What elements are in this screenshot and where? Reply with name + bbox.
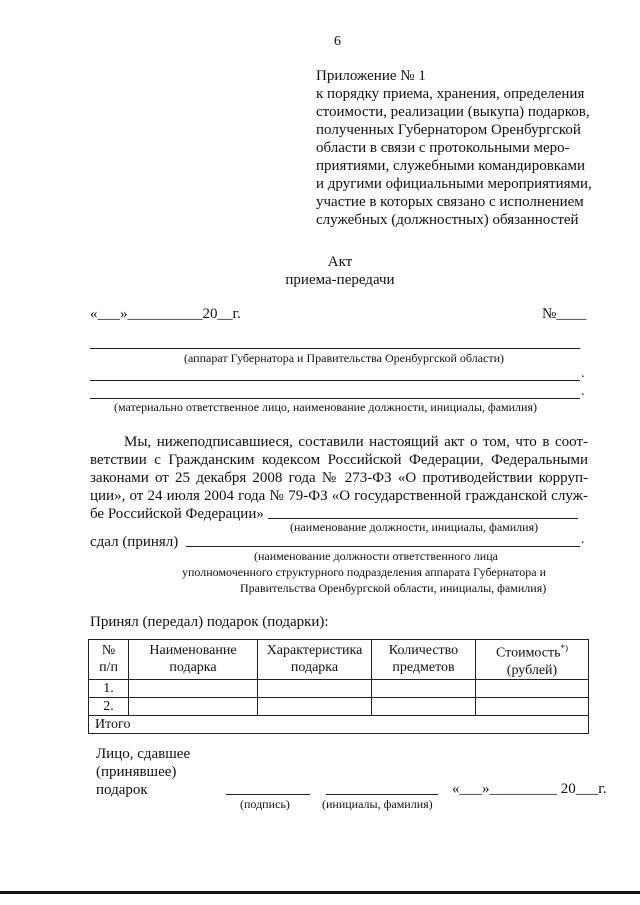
col-header-name: Наименование подарка [129, 640, 258, 680]
appendix-line: участие в которых связано с исполнением [316, 194, 584, 210]
body-line: законами от 25 декабря 2008 года № 273-ФЗ «О противодействии корруп- [90, 470, 588, 486]
row-number: 1. [89, 679, 129, 697]
handed-caption-3: Правительства Оренбургской области, инициалы, фамилия) [240, 581, 547, 595]
appendix-line: полученных Губернатором Оренбургской [316, 122, 581, 138]
footnote-mark: *) [560, 643, 568, 653]
act-title: Акт [327, 254, 353, 270]
signature-label-line: (принявшее) [96, 764, 177, 780]
appendix-line: к порядку приема, хранения, определения [316, 86, 585, 102]
col-header-characteristic: Характеристика подарка [258, 640, 372, 680]
col-header-number: № п/п [89, 640, 129, 680]
appendix-line: приятиями, служебными командировками [316, 158, 586, 174]
org-caption: (аппарат Губернатора и Правительства Оренбургской области) [184, 351, 505, 365]
appendix-line: области в связи с протокольными меро- [316, 140, 570, 156]
position-caption: (наименование должности, инициалы, фамилия) [290, 520, 539, 534]
signature-label-line: Лицо, сдавшее [96, 746, 191, 762]
col-header-cost: Стоимость*) (рублей) [476, 640, 589, 680]
page-number: 6 [334, 34, 341, 49]
appendix-line: стоимости, реализации (выкупа) подарков, [316, 104, 590, 120]
responsible-line-dot: . [581, 384, 585, 399]
responsible-line-dot: . [581, 366, 585, 381]
responsible-caption: (материально ответственное лицо, наименование должности, инициалы, фамилия) [114, 400, 537, 414]
act-date: «___»__________20__г. [90, 306, 241, 322]
handed-line-dot: . [581, 532, 585, 547]
table-row [89, 679, 589, 697]
table-total-row [89, 715, 589, 733]
bottom-rule [0, 891, 640, 894]
responsible-line-2 [90, 398, 580, 399]
appendix-title: Приложение № 1 [316, 68, 426, 84]
sign-caption: (подпись) [240, 797, 290, 811]
act-number: №____ [542, 306, 587, 322]
body-line: Мы, нижеподписавшиеся, составили настоящий акт о том, что в соот- [124, 434, 588, 450]
table-row [89, 697, 589, 715]
signature-date: «___»_________ 20___г. [452, 781, 607, 797]
body-line: ветствии с Гражданским кодексом Российской Федерации, Федеральными [90, 452, 588, 468]
act-subtitle: приема-передачи [285, 272, 395, 288]
col-header-quantity: Количество предметов [372, 640, 476, 680]
received-heading: Принял (передал) подарок (подарки): [90, 614, 329, 630]
table-header-row [89, 640, 589, 680]
name-line [326, 794, 438, 795]
handed-caption-1: (наименование должности ответственного лица [254, 549, 498, 563]
handed-label: сдал (принял) [90, 534, 179, 550]
body-line: ции», от 24 июля 2004 года № 79-ФЗ «О государственной гражданской служ- [90, 488, 588, 504]
responsible-line-1 [90, 380, 580, 381]
name-caption: (инициалы, фамилия) [322, 797, 433, 811]
appendix-line: и другими официальными мероприятиями, [316, 176, 592, 192]
signature-line [226, 794, 310, 795]
signature-label-line: подарок [96, 782, 148, 798]
gifts-table [88, 639, 589, 734]
org-line [90, 348, 580, 349]
handed-caption-2: уполномоченного структурного подразделения аппарата Губернатора и [182, 565, 546, 579]
total-label: Итого [89, 715, 589, 733]
appendix-line: служебных (должностных) обязанностей [316, 212, 579, 228]
position-line [268, 518, 578, 519]
handed-line [186, 546, 580, 547]
row-number: 2. [89, 697, 129, 715]
body-line: бе Российской Федерации» [90, 506, 264, 522]
